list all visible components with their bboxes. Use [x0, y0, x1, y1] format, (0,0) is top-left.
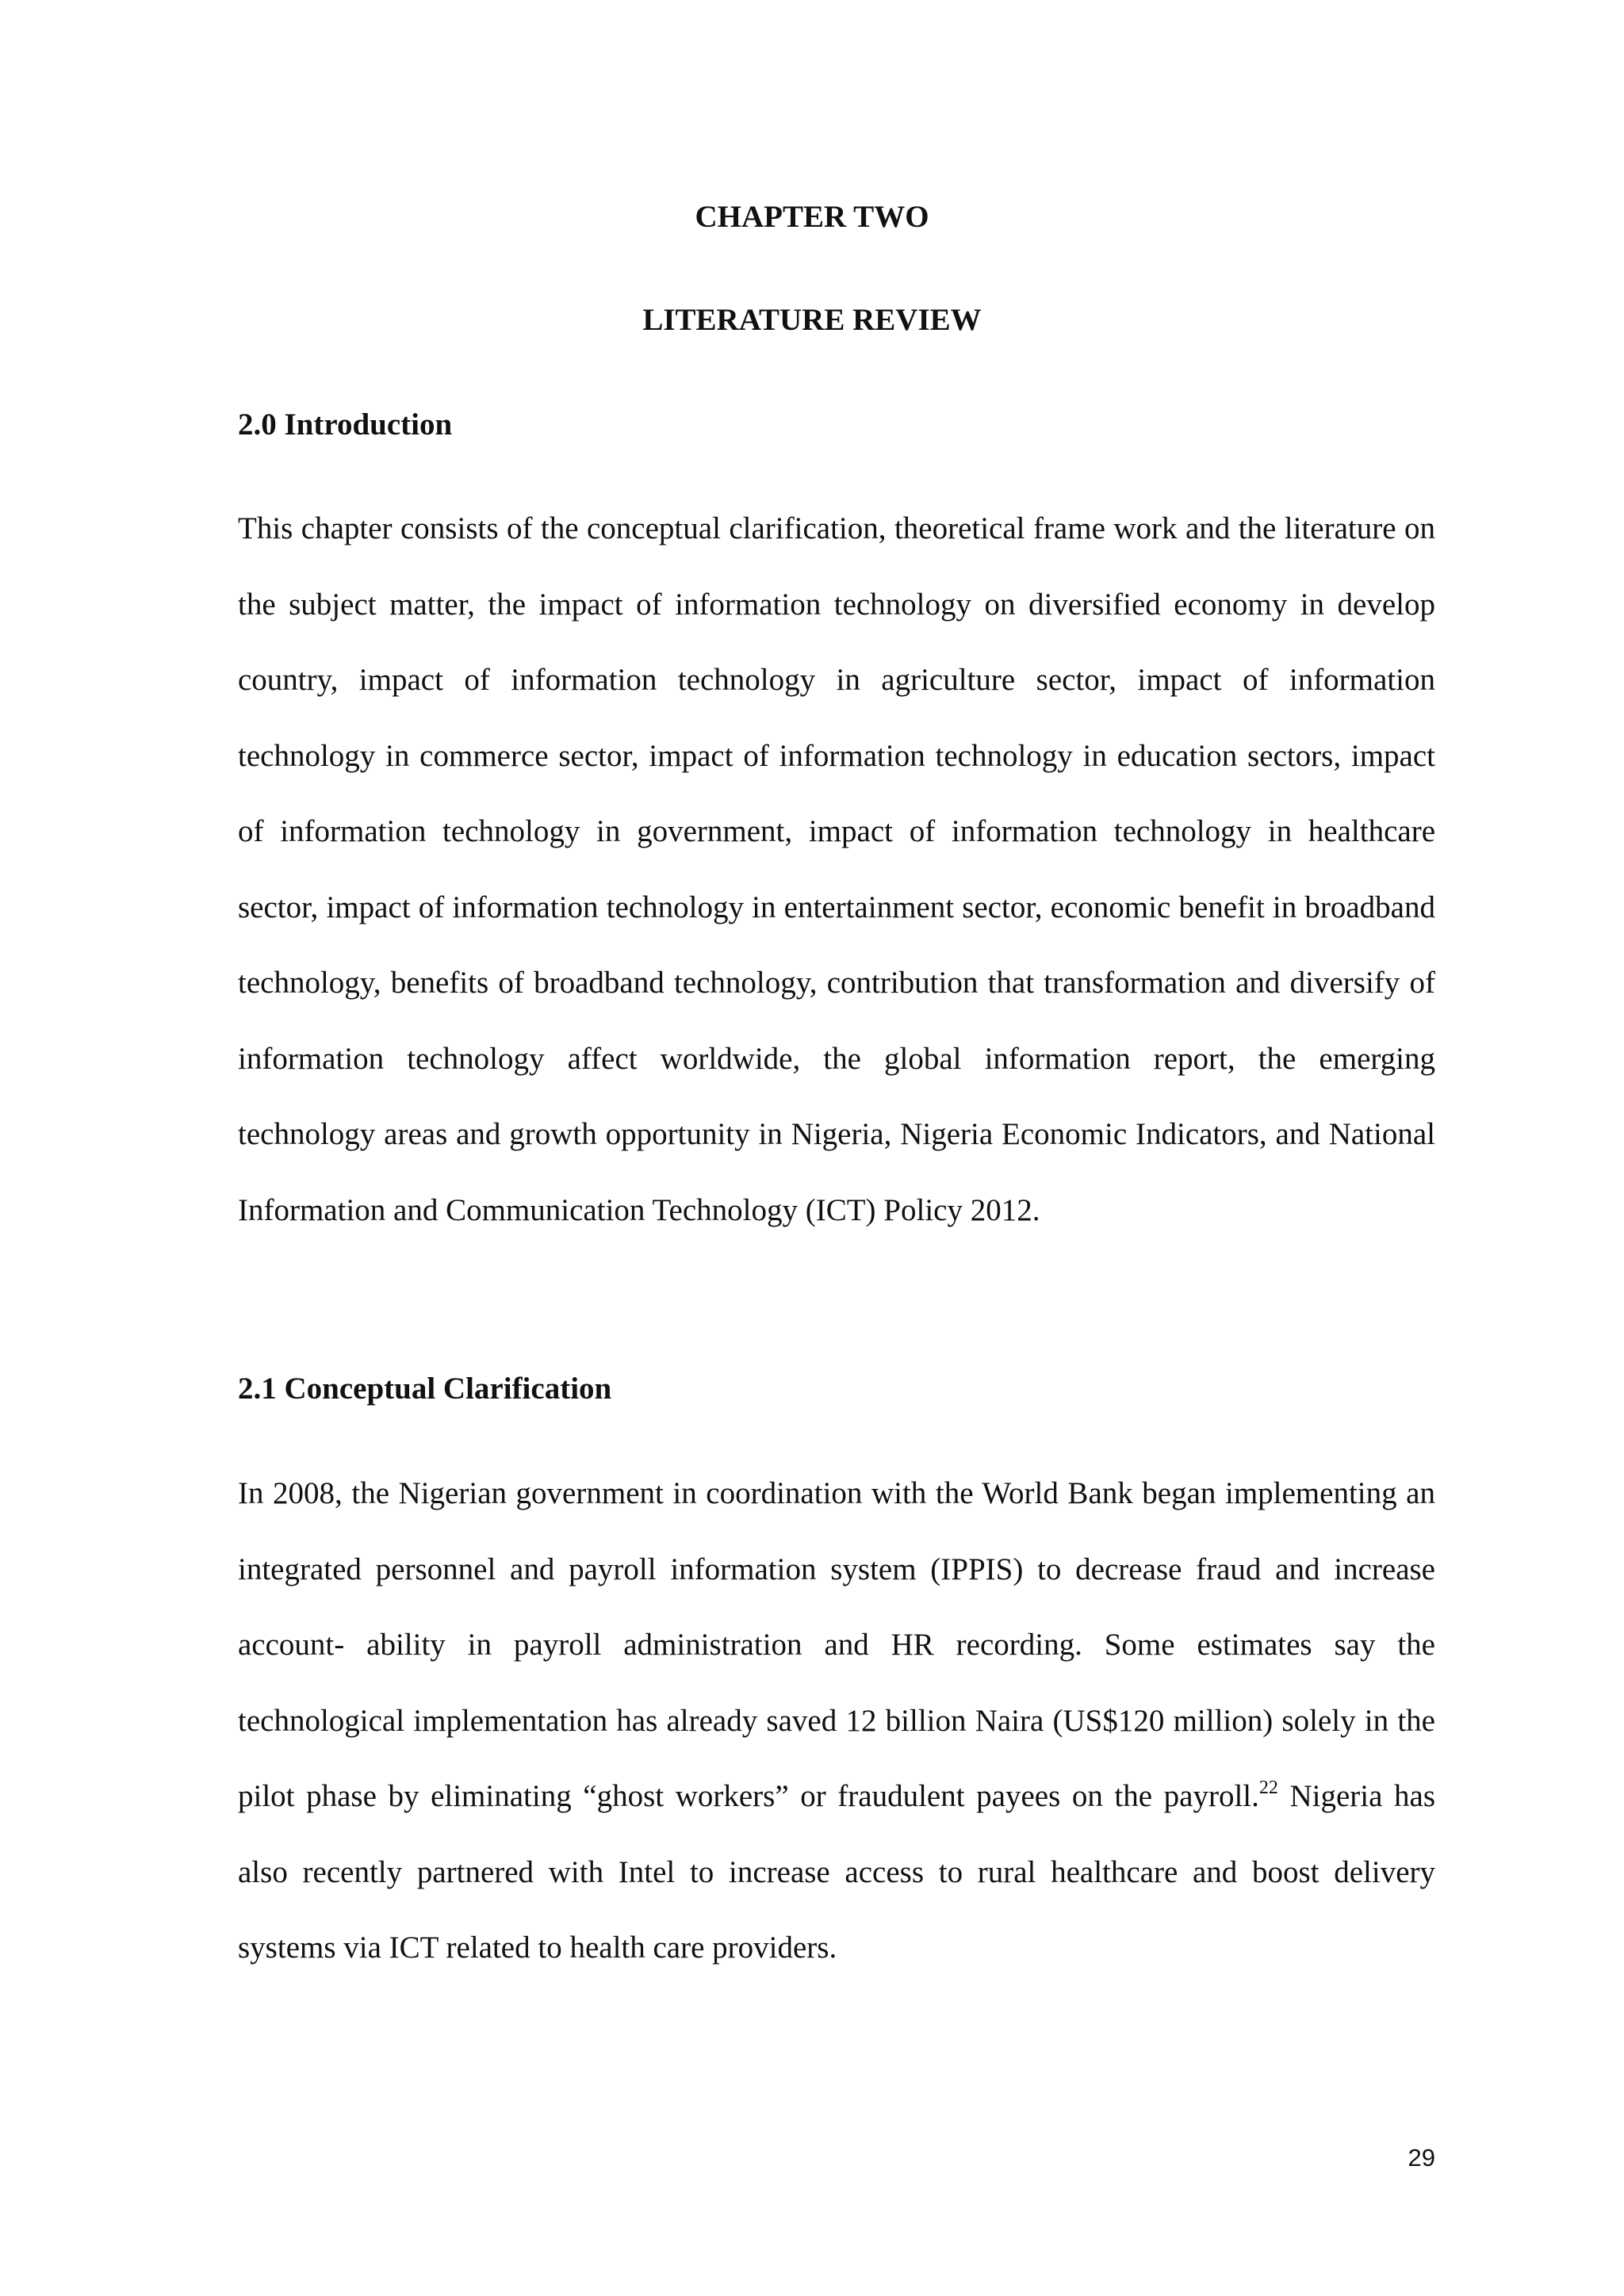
- section-heading-conceptual-clarification: 2.1 Conceptual Clarification: [238, 1372, 612, 1406]
- paragraph-text-before-footnote: In 2008, the Nigerian government in coordination with the World Bank began implementing an integrated personnel and payroll information system (IPPIS) to decrease fraud and increase account- ability in payroll administration and HR recording. Some estimates say the technological implementation has already saved 12 billion Naira (US$120 million) solely in the pilot phase by eliminating “ghost workers” or fraudulent payees on the payroll.: [238, 1476, 1435, 1813]
- paragraph-text-after-footnote: Nigeria has also recently partnered with Intel to increase access to rural healthcare and boost delivery systems via ICT related to health care providers.: [238, 1779, 1435, 1965]
- chapter-title: CHAPTER TWO: [695, 200, 929, 234]
- page-number: 29: [1408, 2144, 1435, 2172]
- footnote-marker: 22: [1258, 1777, 1278, 1798]
- introduction-paragraph: This chapter consists of the conceptual clarification, theoretical frame work and the literature on the subject matter, the impact of information technology on diversified economy in develop country, impact of information technology in agriculture sector, impact of information technology in commerce sector, impact of information technology in education sectors, impact of information technology in government, impact of information technology in healthcare sector, impact of information technology in entertainment sector, economic benefit in broadband technology, benefits of broadband technology, contribution that transformation and diversify of information technology affect worldwide, the global information report, the emerging technology areas and growth opportunity in Nigeria, Nigeria Economic Indicators, and National Information and Communication Technology (ICT) Policy 2012.: [238, 511, 1435, 1227]
- section-heading-introduction: 2.0 Introduction: [238, 408, 453, 442]
- chapter-subtitle: LITERATURE REVIEW: [642, 303, 982, 337]
- conceptual-clarification-paragraph: [238, 1456, 1435, 1986]
